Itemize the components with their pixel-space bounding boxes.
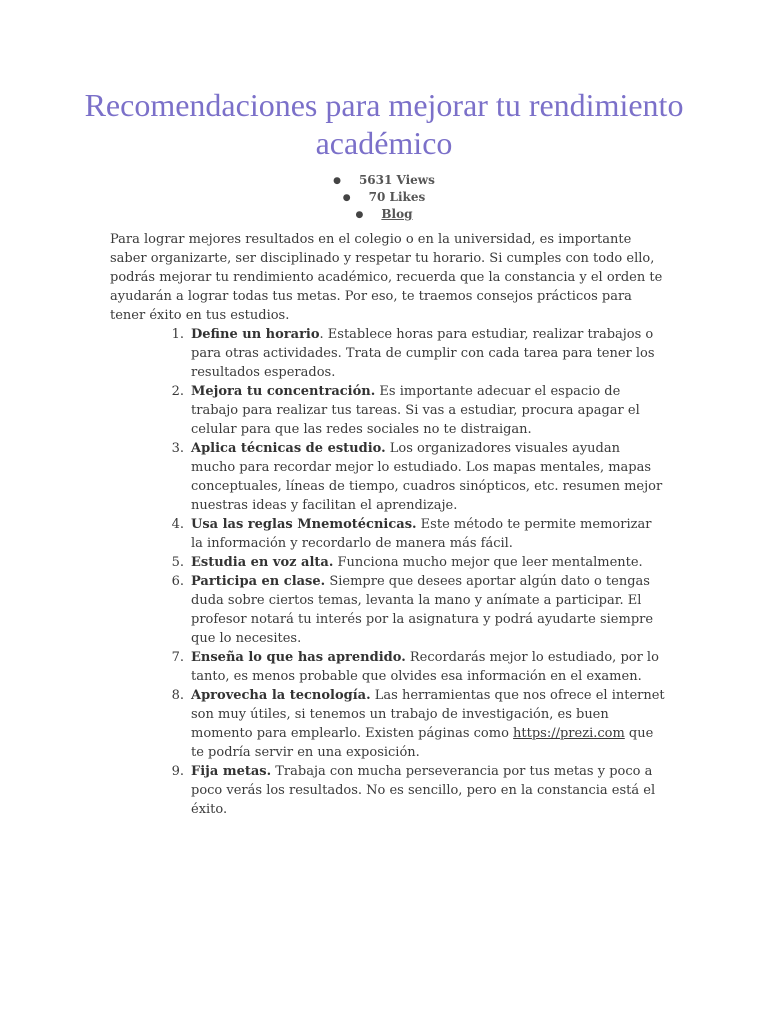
- tip-text: Las herramientas que nos ofrece el internet son muy útiles, si tenemos un trabajo de investigación, es buen momento para emplearlo. Existen páginas como: [191, 688, 665, 741]
- tips-list: [110, 325, 666, 819]
- views-count: 5631 Views: [358, 173, 435, 187]
- meta-category: [0, 206, 768, 223]
- tip-title: Usa las reglas Mnemotécnicas.: [191, 517, 417, 532]
- bullet-icon: ●: [333, 176, 341, 186]
- list-item: [110, 439, 666, 515]
- list-number: 8.: [171, 688, 184, 703]
- tip-text-after: que te podría servir en una exposición.: [191, 726, 654, 760]
- tip-text: . Establece horas para estudiar, realizar trabajos o para otras actividades. Trata de cumplir con cada tarea para tener los resultados esperados.: [191, 327, 655, 380]
- list-number: 9.: [171, 764, 184, 779]
- tip-title: Estudia en voz alta.: [191, 555, 334, 570]
- page-title: Recomendaciones para mejorar tu rendimiento académico: [84, 87, 684, 161]
- meta-likes: [0, 189, 768, 206]
- list-number: 3.: [171, 441, 184, 456]
- tip-title: Aprovecha la tecnología.: [191, 688, 371, 703]
- list-number: 4.: [171, 517, 184, 532]
- tip-title: Participa en clase.: [191, 574, 326, 589]
- list-item: [110, 325, 666, 382]
- tip-title: Mejora tu concentración.: [191, 384, 376, 399]
- tip-title: Define un horario: [191, 327, 320, 342]
- bullet-icon: ●: [355, 210, 364, 220]
- tip-title: Enseña lo que has aprendido.: [191, 650, 406, 665]
- list-item: [110, 515, 666, 553]
- tip-text: Trabaja con mucha perseverancia por tus metas y poco a poco verás los resultados. No es sencillo, pero en la constancia está el éxito.: [191, 764, 656, 817]
- intro-paragraph: Para lograr mejores resultados en el colegio o en la universidad, es importante saber organizarte, ser disciplinado y respetar tu horario. Si cumples con todo ello, podrás mejorar tu rendimiento académico, recuerda que la constancia y el orden te ayudarán a lograr todas tus metas. Por eso, te traemos consejos prácticos para tener éxito en tus estudios.: [110, 232, 663, 323]
- list-item: [110, 572, 666, 648]
- tip-text: Este método te permite memorizar la información y recordarlo de manera más fácil.: [191, 517, 652, 551]
- list-item: [110, 382, 666, 439]
- bullet-icon: ●: [342, 193, 351, 203]
- list-number: 6.: [171, 574, 184, 589]
- list-number: 5.: [171, 555, 184, 570]
- tip-text: Es importante adecuar el espacio de trabajo para realizar tus tareas. Si vas a estudiar, procura apagar el celular para que las redes sociales no te distraigan.: [191, 384, 640, 437]
- tip-text: Funciona mucho mejor que leer mentalmente.: [333, 555, 643, 570]
- tip-title: Fija metas.: [191, 764, 272, 779]
- tip-text: Los organizadores visuales ayudan mucho para recordar mejor lo estudiado. Los mapas mentales, mapas conceptuales, líneas de tiempo, cuadros sinópticos, etc. resumen mejor nuestras ideas y facilitan el aprendizaje.: [191, 441, 663, 513]
- tip-title: Aplica técnicas de estudio.: [191, 441, 386, 456]
- list-number: 2.: [171, 384, 184, 399]
- prezi-link[interactable]: https://prezi.com: [513, 726, 625, 741]
- list-item: [110, 648, 666, 686]
- list-item: [110, 553, 666, 572]
- list-number: 7.: [171, 650, 184, 665]
- meta-views: [0, 172, 768, 189]
- article-meta-list: [0, 172, 768, 223]
- list-item: [110, 762, 666, 819]
- likes-count: 70 Likes: [368, 190, 426, 204]
- tip-text: Siempre que desees aportar algún dato o tengas duda sobre ciertos temas, levanta la mano y anímate a participar. El profesor notará tu interés por la asignatura y podrá ayudarte siempre que lo necesites.: [191, 574, 654, 646]
- list-item: [110, 686, 666, 762]
- blog-link[interactable]: Blog: [381, 207, 413, 221]
- list-number: 1.: [171, 327, 184, 342]
- tip-text: Recordarás mejor lo estudiado, por lo tanto, es menos probable que olvides esa información en el examen.: [191, 650, 659, 684]
